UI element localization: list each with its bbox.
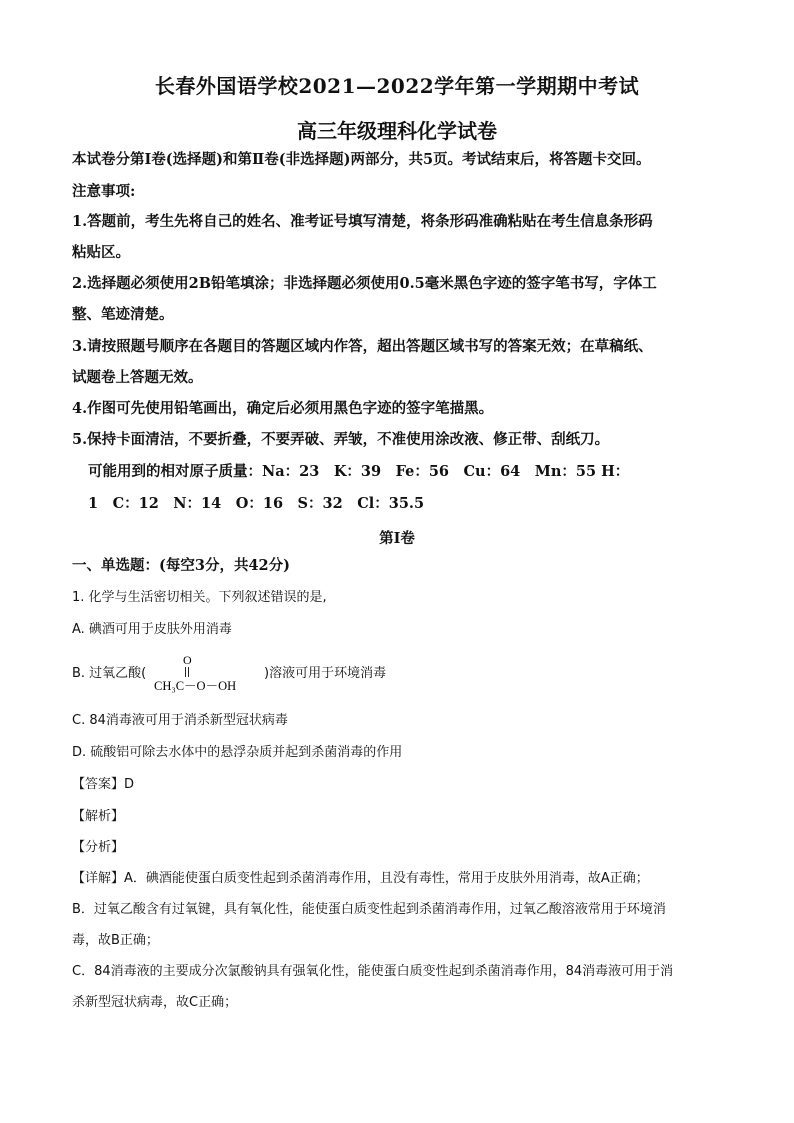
answer-label: 【答案】D — [72, 777, 135, 792]
option-c: C. 84消毒液可用于消杀新型冠状病毒 — [72, 713, 288, 728]
detail-c-line-2: 杀新型冠状病毒，故C正确； — [72, 995, 238, 1010]
option-b-suffix: )溶液可用于环境消毒 — [264, 666, 387, 681]
exam-subtitle: 高三年级理科化学试卷 — [297, 119, 497, 143]
notice-item-1-line-1: 1.答题前，考生先将自己的姓名、准考证号填写清楚，将条形码准确粘贴在考生信息条形码 — [72, 213, 653, 230]
notice-item-4: 4.作图可先使用铅笔画出，确定后必须用黑色字迹的签字笔描黑。 — [72, 400, 494, 417]
detail-b-line-1: B．过氧乙酸含有过氧键，具有氧化性，能使蛋白质变性起到杀菌消毒作用，过氧乙酸溶液常用于环境消 — [72, 902, 666, 917]
option-d: D. 硫酸铝可除去水体中的悬浮杂质并起到杀菌消毒的作用 — [72, 745, 403, 760]
atomic-mass-line-1: 可能用到的相对原子质量：Na：23 K：39 Fe：56 Cu：64 Mn：55 H： — [88, 463, 630, 480]
atomic-mass-line-2: 1 C：12 N：14 O：16 S：32 Cl：35.5 — [88, 495, 425, 512]
detail-b-line-2: 毒，故B正确； — [72, 933, 159, 948]
exam-title: 长春外国语学校2021—2022学年第一学期期中考试 — [154, 74, 640, 98]
question-stem: 1. 化学与生活密切相关。下列叙述错误的是, — [72, 590, 327, 605]
notice-item-2-line-1: 2.选择题必须使用2B铅笔填涂；非选择题必须使用0.5毫米黑色字迹的签字笔书写，字体工 — [72, 275, 657, 292]
intro-text: 本试卷分第Ⅰ卷(选择题)和第Ⅱ卷(非选择题)两部分，共5页。考试结束后，将答题卡交回。 — [72, 151, 651, 168]
option-a: A. 碘酒可用于皮肤外用消毒 — [72, 622, 232, 637]
peracetic-acid-formula — [150, 652, 264, 694]
formula-chain-label: CH₃C－O－OH — [154, 679, 237, 693]
notice-item-3-line-1: 3.请按照题号顺序在各题目的答题区域内作答，超出答题区域书写的答案无效；在草稿纸、 — [72, 338, 653, 355]
notice-item-2-line-2: 整、笔迹清楚。 — [72, 306, 174, 323]
detail-a: 【详解】A．碘酒能使蛋白质变性起到杀菌消毒作用，且没有毒性，常用于皮肤外用消毒，故A正确； — [72, 871, 649, 886]
section-heading: 一、单选题：(每空3分，共42分) — [72, 557, 290, 574]
notice-item-5: 5.保持卡面清洁，不要折叠，不要弄破、弄皱，不准使用涂改液、修正带、刮纸刀。 — [72, 431, 610, 448]
formula-oxygen-label: O — [183, 653, 192, 667]
notice-item-3-line-2: 试题卷上答题无效。 — [72, 369, 203, 386]
breakdown-label: 【分析】 — [72, 840, 125, 855]
notice-heading: 注意事项: — [72, 183, 136, 200]
analysis-label: 【解析】 — [72, 809, 125, 824]
formula-graphic — [150, 652, 264, 694]
notice-item-1-line-2: 粘贴区。 — [72, 244, 130, 261]
option-b-prefix: B. 过氧乙酸( — [72, 666, 147, 681]
volume-label: 第Ⅰ卷 — [379, 530, 415, 547]
detail-c-line-1: C．84消毒液的主要成分次氯酸钠具有强氧化性，能使蛋白质变性起到杀菌消毒作用，84消毒液可用于消 — [72, 964, 674, 979]
